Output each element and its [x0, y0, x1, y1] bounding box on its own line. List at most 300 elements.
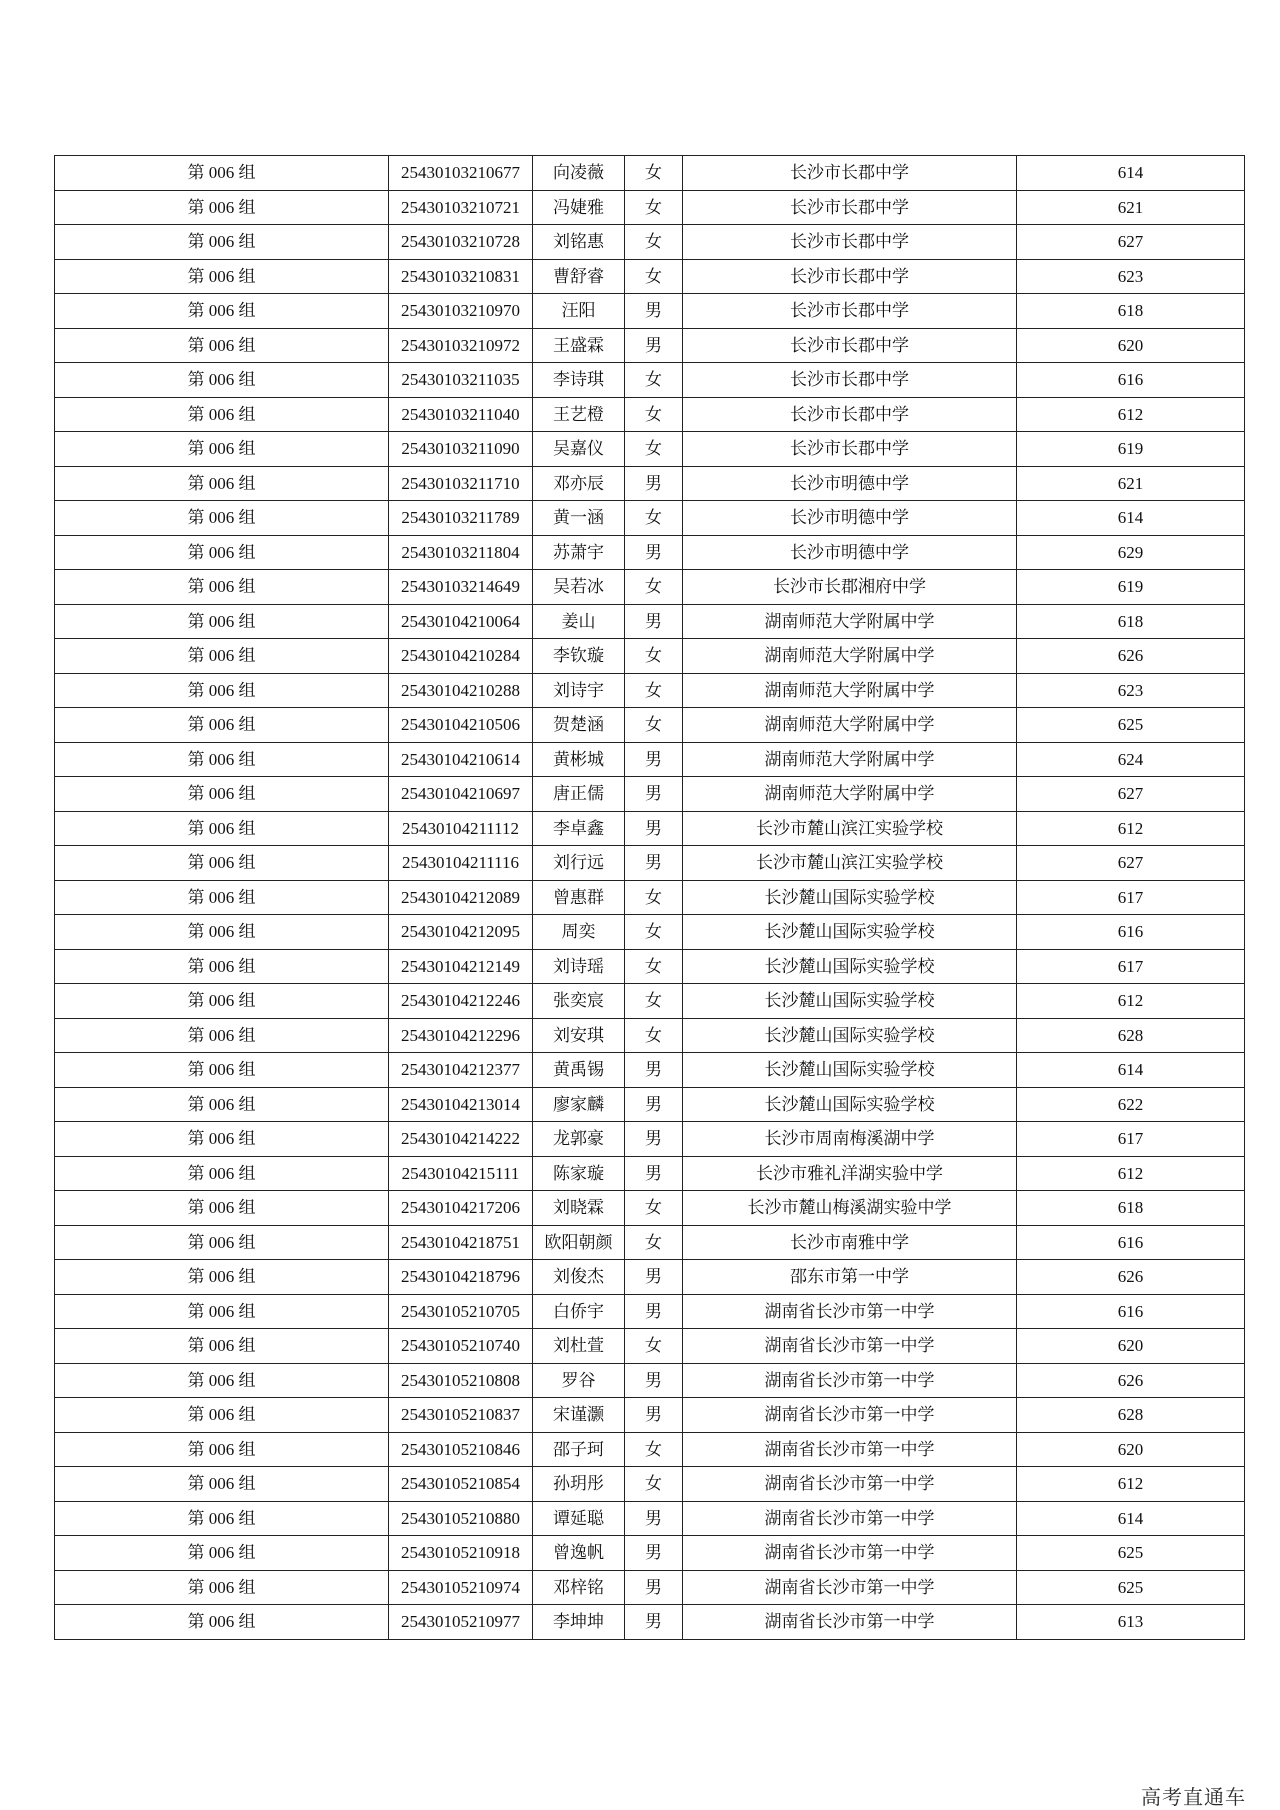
school-cell: 长沙市麓山梅溪湖实验中学 — [683, 1191, 1017, 1226]
name-cell: 向凌薇 — [533, 156, 625, 191]
table-row — [55, 1018, 1245, 1053]
gender-cell: 女 — [625, 363, 683, 398]
school-cell: 湖南省长沙市第一中学 — [683, 1570, 1017, 1605]
group-cell: 第 006 组 — [55, 156, 389, 191]
gender-cell: 男 — [625, 1294, 683, 1329]
name-cell: 刘杜萱 — [533, 1329, 625, 1364]
table-row — [55, 1294, 1245, 1329]
exam-id-cell: 25430103210972 — [389, 328, 533, 363]
school-cell: 湖南省长沙市第一中学 — [683, 1536, 1017, 1571]
table-row — [55, 604, 1245, 639]
group-cell: 第 006 组 — [55, 777, 389, 812]
gender-cell: 男 — [625, 1605, 683, 1640]
school-cell: 湖南师范大学附属中学 — [683, 777, 1017, 812]
group-cell: 第 006 组 — [55, 1053, 389, 1088]
name-cell: 唐正儒 — [533, 777, 625, 812]
gender-cell: 女 — [625, 984, 683, 1019]
school-cell: 长沙市长郡中学 — [683, 397, 1017, 432]
table-row — [55, 570, 1245, 605]
school-cell: 长沙市周南梅溪湖中学 — [683, 1122, 1017, 1157]
score-cell: 617 — [1017, 880, 1245, 915]
exam-id-cell: 25430104211112 — [389, 811, 533, 846]
score-cell: 626 — [1017, 639, 1245, 674]
school-cell: 湖南省长沙市第一中学 — [683, 1467, 1017, 1502]
exam-id-cell: 25430103211804 — [389, 535, 533, 570]
school-cell: 长沙市长郡中学 — [683, 363, 1017, 398]
gender-cell: 女 — [625, 501, 683, 536]
exam-id-cell: 25430104210288 — [389, 673, 533, 708]
gender-cell: 女 — [625, 949, 683, 984]
score-cell: 629 — [1017, 535, 1245, 570]
score-cell: 621 — [1017, 190, 1245, 225]
table-row — [55, 501, 1245, 536]
table-row — [55, 1363, 1245, 1398]
exam-id-cell: 25430103210728 — [389, 225, 533, 260]
exam-id-cell: 25430105210918 — [389, 1536, 533, 1571]
gender-cell: 男 — [625, 1501, 683, 1536]
gender-cell: 男 — [625, 742, 683, 777]
student-list-table — [54, 155, 1245, 1640]
group-cell: 第 006 组 — [55, 1329, 389, 1364]
group-cell: 第 006 组 — [55, 501, 389, 536]
gender-cell: 女 — [625, 639, 683, 674]
score-cell: 614 — [1017, 1501, 1245, 1536]
school-cell: 长沙市长郡中学 — [683, 156, 1017, 191]
score-cell: 612 — [1017, 811, 1245, 846]
name-cell: 白侨宇 — [533, 1294, 625, 1329]
table-row — [55, 225, 1245, 260]
score-cell: 625 — [1017, 708, 1245, 743]
gender-cell: 女 — [625, 1225, 683, 1260]
school-cell: 长沙市长郡中学 — [683, 328, 1017, 363]
table-row — [55, 1570, 1245, 1605]
name-cell: 贺楚涵 — [533, 708, 625, 743]
name-cell: 张奕宸 — [533, 984, 625, 1019]
name-cell: 龙郭豪 — [533, 1122, 625, 1157]
exam-id-cell: 25430103214649 — [389, 570, 533, 605]
table-row — [55, 984, 1245, 1019]
name-cell: 王艺橙 — [533, 397, 625, 432]
exam-id-cell: 25430105210705 — [389, 1294, 533, 1329]
group-cell: 第 006 组 — [55, 397, 389, 432]
gender-cell: 女 — [625, 915, 683, 950]
gender-cell: 女 — [625, 1467, 683, 1502]
gender-cell: 男 — [625, 1260, 683, 1295]
exam-id-cell: 25430105210977 — [389, 1605, 533, 1640]
name-cell: 邵子珂 — [533, 1432, 625, 1467]
name-cell: 苏萧宇 — [533, 535, 625, 570]
school-cell: 长沙麓山国际实验学校 — [683, 1087, 1017, 1122]
score-cell: 616 — [1017, 1294, 1245, 1329]
table-row — [55, 432, 1245, 467]
name-cell: 邓亦辰 — [533, 466, 625, 501]
group-cell: 第 006 组 — [55, 432, 389, 467]
exam-id-cell: 25430104212246 — [389, 984, 533, 1019]
exam-id-cell: 25430105210974 — [389, 1570, 533, 1605]
school-cell: 长沙市麓山滨江实验学校 — [683, 811, 1017, 846]
school-cell: 长沙市明德中学 — [683, 501, 1017, 536]
school-cell: 湖南省长沙市第一中学 — [683, 1294, 1017, 1329]
table-row — [55, 1398, 1245, 1433]
exam-id-cell: 25430103210677 — [389, 156, 533, 191]
table-row — [55, 294, 1245, 329]
name-cell: 黄禹锡 — [533, 1053, 625, 1088]
table-row — [55, 1501, 1245, 1536]
school-cell: 长沙市明德中学 — [683, 535, 1017, 570]
exam-id-cell: 25430103211090 — [389, 432, 533, 467]
table-row — [55, 1191, 1245, 1226]
school-cell: 长沙市长郡中学 — [683, 190, 1017, 225]
name-cell: 刘铭惠 — [533, 225, 625, 260]
exam-id-cell: 25430105210837 — [389, 1398, 533, 1433]
exam-id-cell: 25430105210740 — [389, 1329, 533, 1364]
score-cell: 625 — [1017, 1570, 1245, 1605]
group-cell: 第 006 组 — [55, 1156, 389, 1191]
school-cell: 长沙市长郡湘府中学 — [683, 570, 1017, 605]
name-cell: 李钦璇 — [533, 639, 625, 674]
table-row — [55, 915, 1245, 950]
gender-cell: 女 — [625, 673, 683, 708]
school-cell: 长沙麓山国际实验学校 — [683, 915, 1017, 950]
group-cell: 第 006 组 — [55, 949, 389, 984]
table-row — [55, 190, 1245, 225]
gender-cell: 男 — [625, 1122, 683, 1157]
score-cell: 620 — [1017, 1329, 1245, 1364]
table-row — [55, 1432, 1245, 1467]
name-cell: 刘俊杰 — [533, 1260, 625, 1295]
gender-cell: 女 — [625, 259, 683, 294]
name-cell: 周奕 — [533, 915, 625, 950]
group-cell: 第 006 组 — [55, 1467, 389, 1502]
name-cell: 曹舒睿 — [533, 259, 625, 294]
gender-cell: 男 — [625, 811, 683, 846]
gender-cell: 女 — [625, 432, 683, 467]
name-cell: 宋谨灏 — [533, 1398, 625, 1433]
score-cell: 620 — [1017, 328, 1245, 363]
gender-cell: 男 — [625, 328, 683, 363]
score-cell: 620 — [1017, 1432, 1245, 1467]
group-cell: 第 006 组 — [55, 604, 389, 639]
name-cell: 黄一涵 — [533, 501, 625, 536]
gender-cell: 女 — [625, 225, 683, 260]
score-cell: 612 — [1017, 397, 1245, 432]
school-cell: 邵东市第一中学 — [683, 1260, 1017, 1295]
school-cell: 湖南省长沙市第一中学 — [683, 1329, 1017, 1364]
exam-id-cell: 25430104218751 — [389, 1225, 533, 1260]
exam-id-cell: 25430104210614 — [389, 742, 533, 777]
gender-cell: 女 — [625, 570, 683, 605]
table-row — [55, 535, 1245, 570]
group-cell: 第 006 组 — [55, 915, 389, 950]
table-row — [55, 1536, 1245, 1571]
score-cell: 612 — [1017, 1156, 1245, 1191]
score-cell: 612 — [1017, 1467, 1245, 1502]
gender-cell: 女 — [625, 708, 683, 743]
gender-cell: 男 — [625, 1536, 683, 1571]
score-cell: 619 — [1017, 432, 1245, 467]
table-row — [55, 1605, 1245, 1640]
score-cell: 616 — [1017, 363, 1245, 398]
name-cell: 吴嘉仪 — [533, 432, 625, 467]
table-row — [55, 259, 1245, 294]
exam-id-cell: 25430104210284 — [389, 639, 533, 674]
score-cell: 627 — [1017, 846, 1245, 881]
exam-id-cell: 25430104212095 — [389, 915, 533, 950]
score-cell: 614 — [1017, 156, 1245, 191]
exam-id-cell: 25430104212149 — [389, 949, 533, 984]
school-cell: 湖南省长沙市第一中学 — [683, 1501, 1017, 1536]
group-cell: 第 006 组 — [55, 570, 389, 605]
gender-cell: 男 — [625, 1087, 683, 1122]
exam-id-cell: 25430103211040 — [389, 397, 533, 432]
score-cell: 617 — [1017, 949, 1245, 984]
name-cell: 李坤坤 — [533, 1605, 625, 1640]
name-cell: 曾惠群 — [533, 880, 625, 915]
school-cell: 长沙市雅礼洋湖实验中学 — [683, 1156, 1017, 1191]
name-cell: 汪阳 — [533, 294, 625, 329]
score-cell: 619 — [1017, 570, 1245, 605]
group-cell: 第 006 组 — [55, 639, 389, 674]
score-cell: 617 — [1017, 1122, 1245, 1157]
group-cell: 第 006 组 — [55, 880, 389, 915]
table-row — [55, 639, 1245, 674]
group-cell: 第 006 组 — [55, 1294, 389, 1329]
exam-id-cell: 25430103210721 — [389, 190, 533, 225]
name-cell: 罗谷 — [533, 1363, 625, 1398]
table-row — [55, 880, 1245, 915]
exam-id-cell: 25430104212089 — [389, 880, 533, 915]
score-cell: 625 — [1017, 1536, 1245, 1571]
school-cell: 长沙市明德中学 — [683, 466, 1017, 501]
table-row — [55, 466, 1245, 501]
student-list-body — [55, 156, 1245, 1640]
school-cell: 湖南省长沙市第一中学 — [683, 1605, 1017, 1640]
gender-cell: 女 — [625, 1432, 683, 1467]
gender-cell: 女 — [625, 880, 683, 915]
table-row — [55, 949, 1245, 984]
school-cell: 长沙市麓山滨江实验学校 — [683, 846, 1017, 881]
exam-id-cell: 25430105210880 — [389, 1501, 533, 1536]
group-cell: 第 006 组 — [55, 1122, 389, 1157]
school-cell: 湖南师范大学附属中学 — [683, 604, 1017, 639]
gender-cell: 女 — [625, 1018, 683, 1053]
score-cell: 621 — [1017, 466, 1245, 501]
group-cell: 第 006 组 — [55, 984, 389, 1019]
score-cell: 613 — [1017, 1605, 1245, 1640]
school-cell: 长沙麓山国际实验学校 — [683, 1053, 1017, 1088]
score-cell: 616 — [1017, 1225, 1245, 1260]
exam-id-cell: 25430103211789 — [389, 501, 533, 536]
group-cell: 第 006 组 — [55, 1605, 389, 1640]
exam-id-cell: 25430104213014 — [389, 1087, 533, 1122]
school-cell: 湖南省长沙市第一中学 — [683, 1398, 1017, 1433]
group-cell: 第 006 组 — [55, 846, 389, 881]
school-cell: 长沙市南雅中学 — [683, 1225, 1017, 1260]
name-cell: 刘晓霖 — [533, 1191, 625, 1226]
exam-id-cell: 25430104210697 — [389, 777, 533, 812]
exam-id-cell: 25430104217206 — [389, 1191, 533, 1226]
table-row — [55, 1087, 1245, 1122]
score-cell: 618 — [1017, 1191, 1245, 1226]
gender-cell: 女 — [625, 190, 683, 225]
name-cell: 刘安琪 — [533, 1018, 625, 1053]
school-cell: 长沙市长郡中学 — [683, 259, 1017, 294]
name-cell: 姜山 — [533, 604, 625, 639]
school-cell: 长沙麓山国际实验学校 — [683, 880, 1017, 915]
exam-id-cell: 25430104214222 — [389, 1122, 533, 1157]
exam-id-cell: 25430103210970 — [389, 294, 533, 329]
score-cell: 612 — [1017, 984, 1245, 1019]
group-cell: 第 006 组 — [55, 742, 389, 777]
group-cell: 第 006 组 — [55, 363, 389, 398]
table-row — [55, 1329, 1245, 1364]
group-cell: 第 006 组 — [55, 1363, 389, 1398]
score-cell: 628 — [1017, 1398, 1245, 1433]
table-row — [55, 1225, 1245, 1260]
table-row — [55, 397, 1245, 432]
table-row — [55, 742, 1245, 777]
table-row — [55, 1467, 1245, 1502]
school-cell: 湖南师范大学附属中学 — [683, 742, 1017, 777]
gender-cell: 男 — [625, 1398, 683, 1433]
exam-id-cell: 25430104218796 — [389, 1260, 533, 1295]
gender-cell: 女 — [625, 1329, 683, 1364]
exam-id-cell: 25430103211035 — [389, 363, 533, 398]
exam-id-cell: 25430104210064 — [389, 604, 533, 639]
exam-id-cell: 25430104210506 — [389, 708, 533, 743]
name-cell: 王盛霖 — [533, 328, 625, 363]
score-cell: 614 — [1017, 1053, 1245, 1088]
school-cell: 长沙市长郡中学 — [683, 432, 1017, 467]
name-cell: 欧阳朝颜 — [533, 1225, 625, 1260]
score-cell: 623 — [1017, 673, 1245, 708]
name-cell: 邓梓铭 — [533, 1570, 625, 1605]
exam-id-cell: 25430104215111 — [389, 1156, 533, 1191]
name-cell: 陈家璇 — [533, 1156, 625, 1191]
group-cell: 第 006 组 — [55, 1432, 389, 1467]
gender-cell: 男 — [625, 535, 683, 570]
group-cell: 第 006 组 — [55, 225, 389, 260]
group-cell: 第 006 组 — [55, 1501, 389, 1536]
name-cell: 黄彬城 — [533, 742, 625, 777]
gender-cell: 女 — [625, 156, 683, 191]
score-cell: 614 — [1017, 501, 1245, 536]
score-cell: 628 — [1017, 1018, 1245, 1053]
group-cell: 第 006 组 — [55, 673, 389, 708]
group-cell: 第 006 组 — [55, 1260, 389, 1295]
school-cell: 长沙市长郡中学 — [683, 225, 1017, 260]
score-cell: 622 — [1017, 1087, 1245, 1122]
group-cell: 第 006 组 — [55, 1018, 389, 1053]
name-cell: 孙玥彤 — [533, 1467, 625, 1502]
group-cell: 第 006 组 — [55, 1191, 389, 1226]
exam-id-cell: 25430104211116 — [389, 846, 533, 881]
exam-id-cell: 25430104212296 — [389, 1018, 533, 1053]
school-cell: 湖南省长沙市第一中学 — [683, 1432, 1017, 1467]
group-cell: 第 006 组 — [55, 328, 389, 363]
name-cell: 李诗琪 — [533, 363, 625, 398]
score-cell: 627 — [1017, 777, 1245, 812]
group-cell: 第 006 组 — [55, 294, 389, 329]
school-cell: 长沙麓山国际实验学校 — [683, 984, 1017, 1019]
score-cell: 623 — [1017, 259, 1245, 294]
gender-cell: 女 — [625, 1191, 683, 1226]
table-row — [55, 363, 1245, 398]
exam-id-cell: 25430104212377 — [389, 1053, 533, 1088]
group-cell: 第 006 组 — [55, 1570, 389, 1605]
exam-id-cell: 25430105210854 — [389, 1467, 533, 1502]
score-cell: 626 — [1017, 1260, 1245, 1295]
school-cell: 湖南师范大学附属中学 — [683, 708, 1017, 743]
score-cell: 618 — [1017, 604, 1245, 639]
student-list-table-container — [54, 155, 1245, 1640]
group-cell: 第 006 组 — [55, 190, 389, 225]
school-cell: 湖南省长沙市第一中学 — [683, 1363, 1017, 1398]
table-row — [55, 1156, 1245, 1191]
exam-id-cell: 25430103210831 — [389, 259, 533, 294]
school-cell: 长沙市长郡中学 — [683, 294, 1017, 329]
exam-id-cell: 25430105210808 — [389, 1363, 533, 1398]
group-cell: 第 006 组 — [55, 259, 389, 294]
name-cell: 冯婕雅 — [533, 190, 625, 225]
score-cell: 624 — [1017, 742, 1245, 777]
group-cell: 第 006 组 — [55, 708, 389, 743]
group-cell: 第 006 组 — [55, 1536, 389, 1571]
name-cell: 李卓鑫 — [533, 811, 625, 846]
exam-id-cell: 25430103211710 — [389, 466, 533, 501]
school-cell: 长沙麓山国际实验学校 — [683, 1018, 1017, 1053]
table-row — [55, 328, 1245, 363]
gender-cell: 男 — [625, 777, 683, 812]
group-cell: 第 006 组 — [55, 1087, 389, 1122]
name-cell: 刘诗瑶 — [533, 949, 625, 984]
group-cell: 第 006 组 — [55, 535, 389, 570]
school-cell: 湖南师范大学附属中学 — [683, 673, 1017, 708]
gender-cell: 男 — [625, 294, 683, 329]
table-row — [55, 1122, 1245, 1157]
score-cell: 626 — [1017, 1363, 1245, 1398]
name-cell: 曾逸帆 — [533, 1536, 625, 1571]
gender-cell: 男 — [625, 1363, 683, 1398]
group-cell: 第 006 组 — [55, 1398, 389, 1433]
score-cell: 616 — [1017, 915, 1245, 950]
school-cell: 长沙麓山国际实验学校 — [683, 949, 1017, 984]
table-row — [55, 156, 1245, 191]
score-cell: 627 — [1017, 225, 1245, 260]
table-row — [55, 708, 1245, 743]
gender-cell: 男 — [625, 1570, 683, 1605]
school-cell: 湖南师范大学附属中学 — [683, 639, 1017, 674]
gender-cell: 女 — [625, 397, 683, 432]
gender-cell: 男 — [625, 846, 683, 881]
table-row — [55, 811, 1245, 846]
gender-cell: 男 — [625, 604, 683, 639]
group-cell: 第 006 组 — [55, 1225, 389, 1260]
name-cell: 刘行远 — [533, 846, 625, 881]
table-row — [55, 1260, 1245, 1295]
gender-cell: 男 — [625, 466, 683, 501]
watermark-text: 高考直通车 — [1141, 1785, 1246, 1809]
table-row — [55, 777, 1245, 812]
exam-id-cell: 25430105210846 — [389, 1432, 533, 1467]
table-row — [55, 846, 1245, 881]
name-cell: 刘诗宇 — [533, 673, 625, 708]
score-cell: 618 — [1017, 294, 1245, 329]
gender-cell: 男 — [625, 1053, 683, 1088]
gender-cell: 男 — [625, 1156, 683, 1191]
name-cell: 谭延聪 — [533, 1501, 625, 1536]
table-row — [55, 1053, 1245, 1088]
